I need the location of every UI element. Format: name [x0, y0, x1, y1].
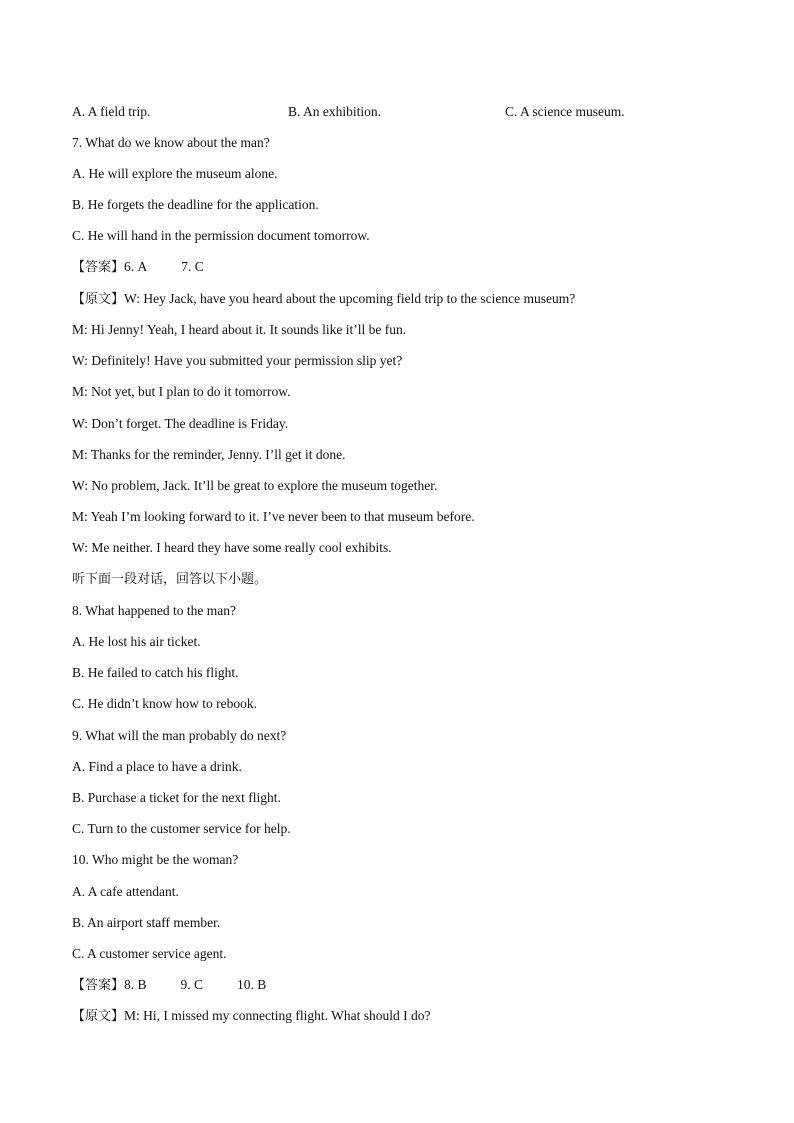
answer-8: 8. B	[124, 977, 147, 992]
q6-option-a: A. A field trip.	[72, 104, 151, 119]
q7-question: 7. What do we know about the man?	[72, 135, 270, 150]
answer-10: 10. B	[237, 977, 267, 992]
transcript2-line-1	[72, 1007, 430, 1026]
q8-question: 8. What happened to the man?	[72, 603, 236, 618]
transcript-tag: 【原文】	[72, 292, 125, 307]
transcript-line-7: W: No problem, Jack. It’ll be great to explore the museum together.	[72, 478, 438, 493]
q10-question: 10. Who might be the woman?	[72, 852, 239, 867]
transcript-line-8: M: Yeah I’m looking forward to it. I’ve never been to that museum before.	[72, 509, 475, 524]
transcript-text: W: Hey Jack, have you heard about the upcoming field trip to the science museum?	[124, 291, 576, 306]
answer-9: 9. C	[180, 977, 204, 992]
q7-option-a: A. He will explore the museum alone.	[72, 166, 278, 181]
transcript-line-1	[72, 290, 575, 309]
q9-question: 9. What will the man probably do next?	[72, 728, 287, 743]
section-instruction: 听下面一段对话，回答以下小题。	[72, 572, 268, 587]
answer-7: 7. C	[181, 259, 204, 274]
q6-option-c: C. A science museum.	[505, 104, 625, 119]
q8-option-c: C. He didn’t know how to rebook.	[72, 696, 257, 711]
answer-tag: 【答案】	[72, 978, 125, 993]
answer-line-1	[72, 258, 204, 277]
transcript-line-4: M: Not yet, but I plan to do it tomorrow.	[72, 384, 291, 399]
answer-line-2	[72, 976, 266, 995]
answer-6: 6. A	[124, 259, 148, 274]
q7-option-c: C. He will hand in the permission document tomorrow.	[72, 228, 370, 243]
q9-option-a: A. Find a place to have a drink.	[72, 759, 242, 774]
transcript-line-2: M: Hi Jenny! Yeah, I heard about it. It sounds like it’ll be fun.	[72, 322, 407, 337]
transcript-line-3: W: Definitely! Have you submitted your permission slip yet?	[72, 353, 403, 368]
q9-option-b: B. Purchase a ticket for the next flight.	[72, 790, 281, 805]
q7-option-b: B. He forgets the deadline for the application.	[72, 197, 319, 212]
q8-option-b: B. He failed to catch his flight.	[72, 665, 239, 680]
q10-option-a: A. A cafe attendant.	[72, 884, 179, 899]
q8-option-a: A. He lost his air ticket.	[72, 634, 201, 649]
q10-option-c: C. A customer service agent.	[72, 946, 227, 961]
transcript-text: M: Hi, I missed my connecting flight. What should I do?	[124, 1008, 431, 1023]
q9-option-c: C. Turn to the customer service for help.	[72, 821, 291, 836]
transcript-tag: 【原文】	[72, 1009, 125, 1024]
transcript-line-6: M: Thanks for the reminder, Jenny. I’ll get it done.	[72, 447, 346, 462]
q6-option-b: B. An exhibition.	[288, 104, 382, 119]
answer-tag: 【答案】	[72, 260, 125, 275]
transcript-line-9: W: Me neither. I heard they have some really cool exhibits.	[72, 540, 392, 555]
transcript-line-5: W: Don’t forget. The deadline is Friday.	[72, 416, 289, 431]
q10-option-b: B. An airport staff member.	[72, 915, 221, 930]
